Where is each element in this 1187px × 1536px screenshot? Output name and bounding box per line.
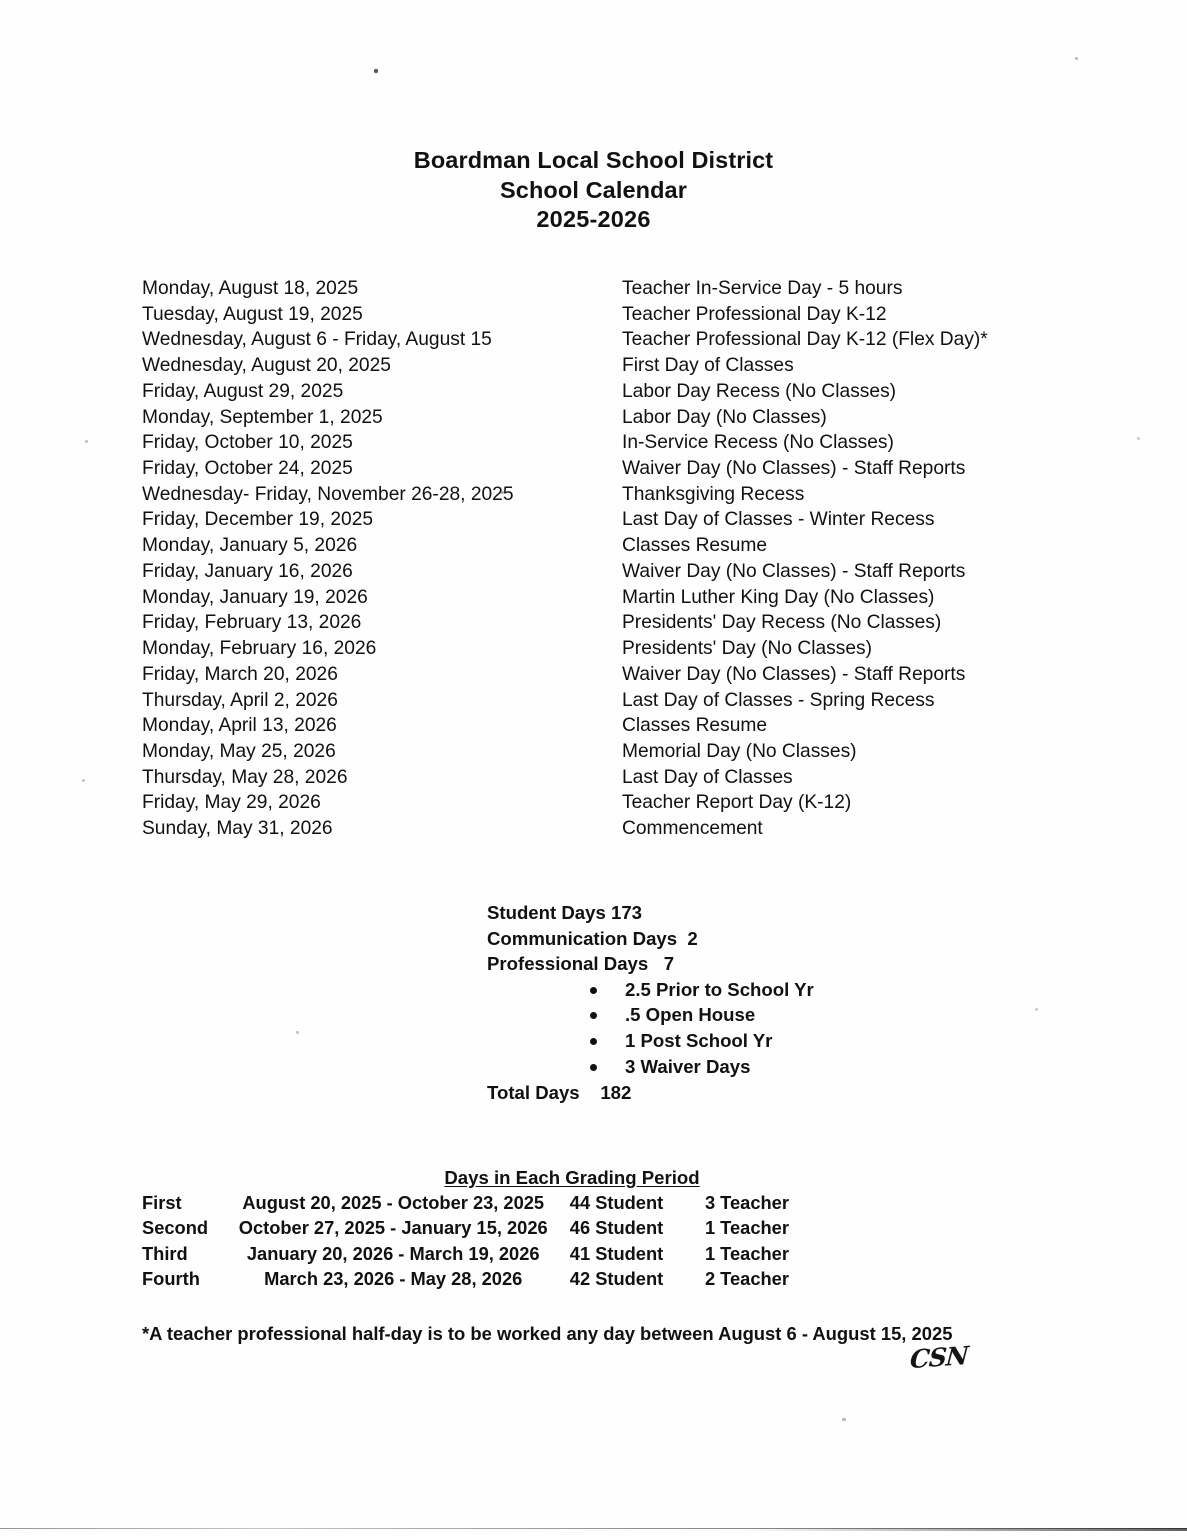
scan-speck — [374, 69, 378, 73]
event-description: Labor Day (No Classes) — [622, 406, 827, 428]
calendar-event-row — [142, 688, 1042, 714]
grading-period-student-days: 41 Student — [569, 1242, 664, 1264]
event-description: Last Day of Classes — [622, 766, 793, 788]
grading-period-range: October 27, 2025 - January 15, 2026 — [238, 1217, 548, 1239]
event-description: Last Day of Classes - Spring Recess — [622, 689, 935, 711]
event-date: Monday, September 1, 2025 — [142, 406, 383, 428]
calendar-event-row — [142, 610, 1042, 636]
bullet-label: 1 Post School Yr — [625, 1029, 773, 1051]
grading-periods-heading: Days in Each Grading Period — [444, 1167, 700, 1188]
event-date: Friday, March 20, 2026 — [142, 663, 338, 685]
grading-periods-section — [142, 1166, 822, 1292]
event-description: In-Service Recess (No Classes) — [622, 432, 894, 454]
bullet-label: 3 Waiver Days — [625, 1055, 751, 1077]
footnote-text: *A teacher professional half-day is to be worked any day between August 6 - August 15, 2025 — [142, 1323, 953, 1344]
grading-period-teacher-days: 1 Teacher — [704, 1217, 789, 1239]
grading-periods-table — [142, 1190, 822, 1292]
professional-day-bullet — [487, 1028, 814, 1054]
professional-day-bullet — [487, 1002, 814, 1028]
bullet-dot-icon — [590, 1064, 597, 1071]
calendar-event-row — [142, 585, 1042, 611]
event-date: Friday, January 16, 2026 — [142, 560, 353, 582]
calendar-event-row — [142, 662, 1042, 688]
grading-period-teacher-days: 2 Teacher — [704, 1268, 789, 1290]
event-date: Thursday, April 2, 2026 — [142, 689, 338, 711]
event-date: Thursday, May 28, 2026 — [142, 766, 348, 788]
bullet-dot-icon — [590, 1038, 597, 1045]
event-date: Wednesday, August 20, 2025 — [142, 355, 391, 377]
calendar-event-list — [142, 276, 1042, 842]
event-description: Martin Luther King Day (No Classes) — [622, 586, 935, 608]
event-description: Teacher In-Service Day - 5 hours — [622, 278, 903, 299]
event-description: Commencement — [622, 818, 763, 840]
grading-period-range: August 20, 2025 - October 23, 2025 — [242, 1192, 545, 1213]
calendar-event-row — [142, 816, 1042, 842]
event-date: Monday, April 13, 2026 — [142, 715, 337, 737]
event-date: Monday, January 19, 2026 — [142, 586, 368, 608]
event-description: Classes Resume — [622, 535, 768, 557]
student-days-line: Student Days 173 — [487, 902, 643, 923]
event-date: Friday, August 29, 2025 — [142, 380, 344, 402]
professional-days-breakdown — [487, 977, 814, 1079]
event-date: Sunday, May 31, 2026 — [142, 818, 333, 840]
scan-speck — [842, 1418, 846, 1421]
communication-days-line: Communication Days 2 — [487, 927, 698, 949]
event-description: Presidents' Day Recess (No Classes) — [622, 612, 942, 634]
handwritten-signature-initials: CSN — [909, 1340, 969, 1375]
event-date: Friday, May 29, 2026 — [142, 792, 321, 814]
calendar-event-row — [142, 636, 1042, 662]
event-description: Labor Day Recess (No Classes) — [622, 380, 897, 402]
event-date: Wednesday- Friday, November 26-28, 2025 — [142, 483, 514, 505]
grading-period-label: Third — [142, 1242, 188, 1264]
calendar-event-row — [142, 559, 1042, 585]
event-date: Friday, October 10, 2025 — [142, 432, 353, 454]
calendar-event-row — [142, 276, 1042, 302]
event-description: Waiver Day (No Classes) - Staff Reports — [622, 458, 966, 480]
grading-period-label: First — [142, 1192, 182, 1213]
calendar-event-row — [142, 533, 1042, 559]
event-date: Friday, October 24, 2025 — [142, 458, 353, 480]
calendar-event-row — [142, 482, 1042, 508]
grading-period-label: Fourth — [142, 1268, 200, 1290]
event-date: Friday, February 13, 2026 — [142, 612, 362, 634]
scan-speck — [1035, 1008, 1038, 1011]
grading-period-row — [142, 1215, 822, 1240]
grading-period-student-days: 42 Student — [569, 1268, 664, 1290]
calendar-event-row — [142, 302, 1042, 328]
scan-speck — [296, 1031, 299, 1034]
calendar-event-row — [142, 430, 1042, 456]
scan-speck — [1137, 437, 1140, 440]
professional-day-bullet — [487, 1054, 814, 1080]
calendar-event-row — [142, 456, 1042, 482]
event-description: Waiver Day (No Classes) - Staff Reports — [622, 663, 966, 685]
event-date: Monday, August 18, 2025 — [142, 278, 359, 299]
professional-day-bullet — [487, 977, 814, 1003]
calendar-event-row — [142, 353, 1042, 379]
event-date: Friday, December 19, 2025 — [142, 509, 374, 531]
calendar-event-row — [142, 765, 1042, 791]
scan-speck — [1075, 57, 1078, 60]
total-days-line: Total Days 182 — [487, 1082, 632, 1104]
grading-period-row — [142, 1266, 822, 1291]
event-date: Monday, May 25, 2026 — [142, 740, 336, 762]
event-description: First Day of Classes — [622, 355, 794, 377]
calendar-event-row — [142, 405, 1042, 431]
grading-period-student-days: 46 Student — [569, 1217, 664, 1239]
event-date: Wednesday, August 6 - Friday, August 15 — [142, 329, 492, 351]
calendar-event-row — [142, 739, 1042, 765]
event-description: Teacher Professional Day K-12 — [622, 303, 887, 325]
bullet-dot-icon — [590, 987, 597, 994]
bullet-label: .5 Open House — [625, 1004, 756, 1026]
document-title — [0, 146, 1187, 235]
calendar-event-row — [142, 379, 1042, 405]
scan-bottom-edge-dark — [740, 1529, 1187, 1531]
grading-period-row — [142, 1190, 822, 1215]
event-description: Classes Resume — [622, 715, 768, 737]
calendar-event-row — [142, 507, 1042, 533]
scan-speck — [85, 440, 88, 443]
title-district: Boardman Local School District — [413, 147, 774, 173]
event-description: Presidents' Day (No Classes) — [622, 638, 872, 660]
grading-period-student-days: 44 Student — [569, 1192, 664, 1213]
title-subject: School Calendar — [500, 176, 687, 203]
calendar-event-row — [142, 790, 1042, 816]
event-description: Thanksgiving Recess — [622, 483, 805, 505]
calendar-event-row — [142, 713, 1042, 739]
grading-period-row — [142, 1241, 822, 1266]
event-date: Monday, February 16, 2026 — [142, 638, 377, 660]
event-date: Tuesday, August 19, 2025 — [142, 303, 363, 325]
grading-period-range: January 20, 2026 - March 19, 2026 — [246, 1242, 540, 1264]
event-description: Last Day of Classes - Winter Recess — [622, 509, 935, 531]
event-description: Teacher Professional Day K-12 (Flex Day)* — [622, 329, 988, 351]
event-date: Monday, January 5, 2026 — [142, 535, 358, 557]
grading-period-teacher-days: 3 Teacher — [704, 1192, 789, 1213]
days-summary-block — [487, 900, 814, 1106]
professional-days-line: Professional Days 7 — [487, 953, 675, 975]
bullet-label: 2.5 Prior to School Yr — [625, 978, 814, 1000]
event-description: Memorial Day (No Classes) — [622, 740, 857, 762]
grading-period-label: Second — [142, 1217, 209, 1239]
calendar-event-row — [142, 327, 1042, 353]
event-description: Teacher Report Day (K-12) — [622, 792, 852, 814]
bullet-dot-icon — [590, 1012, 597, 1019]
grading-period-teacher-days: 1 Teacher — [704, 1242, 789, 1264]
grading-period-range: March 23, 2026 - May 28, 2026 — [264, 1268, 523, 1290]
scan-speck — [82, 779, 85, 782]
event-description: Waiver Day (No Classes) - Staff Reports — [622, 560, 966, 582]
title-school-year: 2025-2026 — [536, 206, 651, 232]
